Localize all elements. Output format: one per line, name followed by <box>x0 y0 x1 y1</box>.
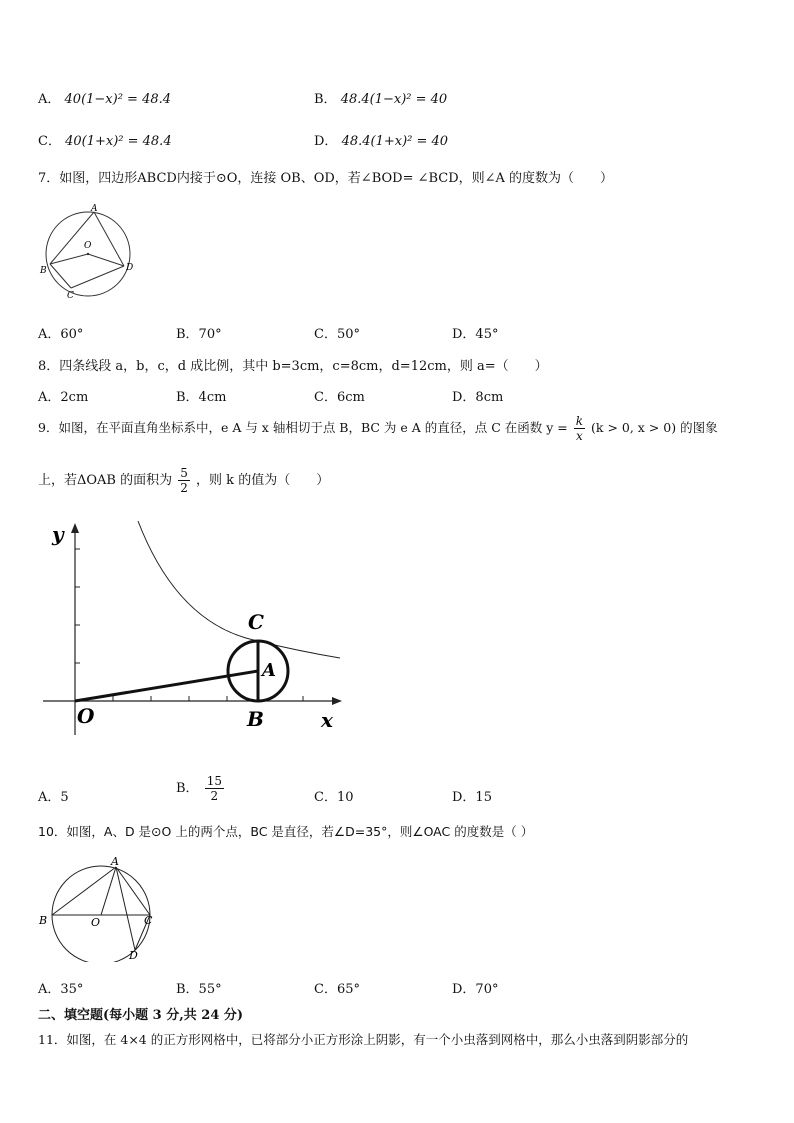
q11-stem: 11．如图，在 4×4 的正方形网格中，已将部分小正方形涂上阴影，有一个小虫落到网格中，那么小虫落到阴影部分的 <box>38 1032 689 1047</box>
fraction-denominator: 2 <box>180 481 188 495</box>
q8-option-d: D．8cm <box>452 390 504 405</box>
option-letter: B． <box>176 781 199 796</box>
q10-line-ab <box>52 867 116 915</box>
q7-option-b: B．70° <box>176 327 222 342</box>
q7-label-o: O <box>84 241 92 251</box>
section-heading: 二、填空题(每小题 3 分,共 24 分) <box>38 1008 244 1023</box>
q10-option-c: C．65° <box>314 982 360 997</box>
q7-label-c: C <box>67 291 74 301</box>
q9-option-b <box>176 774 226 803</box>
q9-x-arrow <box>332 697 342 705</box>
q9-label-a: A <box>262 660 276 681</box>
q6-option-a <box>38 88 171 107</box>
option-letter: A． <box>38 92 61 107</box>
q9-option-c: C．10 <box>314 790 354 805</box>
q10-figure <box>36 852 166 962</box>
fraction-numerator: 5 <box>180 466 188 480</box>
q7-label-d: D <box>126 263 134 273</box>
option-expr: 48.4(1−x)² = 40 <box>340 92 448 107</box>
q7-option-d: D．45° <box>452 327 499 342</box>
q10-stem: 10．如图，A、D 是⊙O 上的两个点，BC 是直径，若∠D=35°，则∠OAC 的度数是（ ） <box>38 824 534 839</box>
q9-option-d: D．15 <box>452 790 492 805</box>
q7-line-bc <box>50 264 71 288</box>
q9-area-fraction <box>178 466 190 495</box>
option-expr: 48.4(1+x)² = 40 <box>341 134 449 149</box>
q9-stem-line2 <box>38 466 329 495</box>
option-letter: D． <box>314 134 338 149</box>
q9-func-condition: (k > 0, x > 0) 的图象 <box>591 420 718 435</box>
q10-option-a: A．35° <box>38 982 84 997</box>
q6-option-b <box>314 88 447 107</box>
q7-option-a: A．60° <box>38 327 84 342</box>
q9-option-a: A．5 <box>38 790 69 805</box>
q7-figure <box>38 202 138 302</box>
q9-option-b-fraction <box>205 774 224 803</box>
q8-option-a: A．2cm <box>38 390 89 405</box>
option-letter: B． <box>314 92 337 107</box>
option-letter: C． <box>38 134 61 149</box>
q9-label-x: x <box>321 708 333 732</box>
q10-option-b: B．55° <box>176 982 222 997</box>
q9-label-o: O <box>77 704 95 728</box>
q7-stem: 7．如图，四边形ABCD内接于⊙O，连接 OB、OD，若∠BOD= ∠BCD，则∠A 的度数为（ ） <box>38 171 614 186</box>
q8-stem: 8．四条线段 a，b，c，d 成比例，其中 b=3cm，c=8cm，d=12cm，则 a=（ ） <box>38 359 548 374</box>
q7-center-dot <box>87 253 89 255</box>
q9-label-b: B <box>247 707 264 731</box>
q9-stem-text-b: ，则 k 的值为（ ） <box>196 473 330 488</box>
q10-line-ao <box>101 867 116 915</box>
q10-label-a: A <box>111 855 119 868</box>
q10-label-b: B <box>39 914 48 927</box>
q7-label-b: B <box>40 266 47 276</box>
q9-y-arrow <box>71 523 79 533</box>
option-expr: 40(1+x)² = 48.4 <box>65 134 172 149</box>
q10-label-d: D <box>129 949 138 962</box>
q7-option-c: C．50° <box>314 327 360 342</box>
q7-line-ab <box>50 212 94 264</box>
q9-hyperbola <box>138 521 340 658</box>
q10-label-o: O <box>91 916 101 929</box>
q10-option-d: D．70° <box>452 982 499 997</box>
fraction-numerator: 15 <box>206 774 222 788</box>
q9-stem-text-a: 上，若ΔOAB 的面积为 <box>38 473 173 488</box>
q8-option-c: C．6cm <box>314 390 365 405</box>
option-expr: 40(1−x)² = 48.4 <box>64 92 172 107</box>
q7-label-a: A <box>91 204 98 214</box>
q9-figure <box>38 515 348 740</box>
fraction-denominator: 2 <box>210 789 219 803</box>
q7-line-ob <box>50 254 88 264</box>
q6-option-d <box>314 130 448 149</box>
q10-line-ad <box>116 867 135 950</box>
q9-y-ticks <box>75 549 80 663</box>
q9-label-c: C <box>248 610 264 634</box>
fraction-denominator: x <box>576 429 583 443</box>
q9-stem-text: 9．如图，在平面直角坐标系中，e A 与 x 轴相切于点 B，BC 为 e A 的直径，点 C 在函数 y = <box>38 420 568 435</box>
q9-func-fraction <box>574 414 585 443</box>
q9-stem-line1 <box>38 414 718 443</box>
fraction-numerator: k <box>575 414 584 428</box>
q10-label-c: C <box>144 914 153 927</box>
q6-option-c <box>38 130 172 149</box>
q9-label-y: y <box>52 522 64 546</box>
q8-option-b: B．4cm <box>176 390 227 405</box>
